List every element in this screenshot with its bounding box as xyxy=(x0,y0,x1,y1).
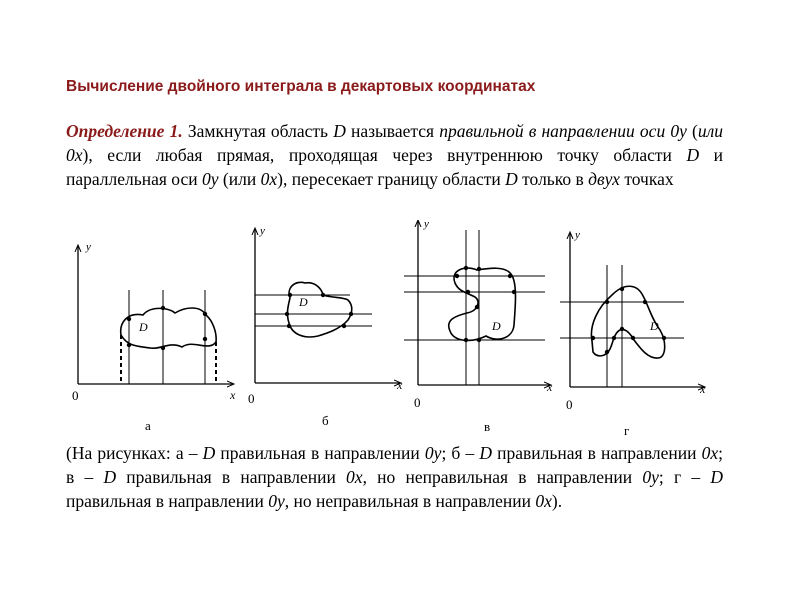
caption-text: , но неправильная в направлении xyxy=(284,491,536,511)
definition-text: (или xyxy=(218,169,261,189)
axis-y-label: y xyxy=(424,220,429,230)
definition-text: только в xyxy=(517,169,589,189)
definition-text: называется xyxy=(345,121,440,141)
caption-text: ). xyxy=(551,491,563,511)
region-label: D xyxy=(139,320,148,334)
definition-emphasis: двух xyxy=(588,169,620,189)
axis-symbol: 0y xyxy=(642,467,659,487)
axis-y-label: y xyxy=(260,225,265,237)
figure-caption xyxy=(66,441,723,513)
region-boundary xyxy=(121,308,216,348)
caption-text: правильная в направлении xyxy=(116,467,347,487)
definition-text: точках xyxy=(619,169,674,189)
region-label: D xyxy=(492,319,501,333)
caption-text: , но неправильная в направлении xyxy=(362,467,643,487)
figure-letter: б xyxy=(322,413,329,428)
caption-text: ; б – xyxy=(441,443,480,463)
figure-v xyxy=(404,220,553,434)
figures-diagram xyxy=(0,220,800,440)
definition-paragraph xyxy=(66,119,723,191)
caption-text: (На рисунках: а – xyxy=(66,443,203,463)
region-symbol: D xyxy=(103,467,117,487)
figure-letter: а xyxy=(145,418,151,433)
region-symbol: D xyxy=(333,121,346,141)
axis-symbol: 0x xyxy=(701,443,719,463)
slide-title: Вычисление двойного интеграла в декартовых координатах xyxy=(66,78,536,95)
caption-text: правильная в направлении xyxy=(215,443,425,463)
region-symbol: D xyxy=(479,443,492,463)
caption-text: ; в – xyxy=(66,443,723,487)
origin-label: 0 xyxy=(566,397,573,412)
figure-a xyxy=(72,241,236,433)
axis-symbol: 0x xyxy=(346,467,363,487)
definition-emphasis: или 0x xyxy=(66,121,723,165)
region-symbol: D xyxy=(202,443,216,463)
origin-label: 0 xyxy=(72,388,79,403)
axis-symbol: 0x xyxy=(535,491,552,511)
region-boundary xyxy=(287,282,351,337)
caption-text: правильная в направлении xyxy=(491,443,702,463)
origin-label: 0 xyxy=(248,391,255,406)
region-boundary xyxy=(449,268,516,340)
axis-x-label: x xyxy=(397,378,403,392)
region-label: D xyxy=(650,319,659,333)
axis-x-label: x xyxy=(700,382,706,396)
definition-label: Определение 1. xyxy=(66,121,183,141)
axis-symbol: 0y xyxy=(202,169,219,189)
definition-emphasis: правильной в направлении оси 0y xyxy=(439,121,687,141)
figure-b xyxy=(248,225,403,428)
origin-label: 0 xyxy=(414,395,421,410)
axis-x-label: x xyxy=(547,380,553,394)
definition-text: ( xyxy=(686,121,698,141)
definition-text: и параллельная оси xyxy=(66,145,723,189)
figure-letter: в xyxy=(484,419,491,434)
definition-text: ), пересекает границу области xyxy=(277,169,506,189)
region-label: D xyxy=(299,295,308,309)
caption-text: ; г – xyxy=(658,467,711,487)
axis-x-label: x xyxy=(230,388,236,402)
region-symbol: D xyxy=(686,145,700,165)
axis-y-label: y xyxy=(575,229,580,241)
definition-text: Замкнутая область xyxy=(182,121,334,141)
axis-symbol: 0y xyxy=(268,491,285,511)
axis-symbol: 0x xyxy=(260,169,278,189)
caption-text: правильная в направлении xyxy=(66,491,269,511)
region-symbol: D xyxy=(710,467,723,487)
axis-y-label: y xyxy=(86,241,91,253)
axis-symbol: 0y xyxy=(424,443,442,463)
region-symbol: D xyxy=(505,169,518,189)
figure-letter: г xyxy=(624,423,630,438)
definition-text: ), если любая прямая, проходящая через внутреннюю точку области xyxy=(82,145,687,165)
figure-g xyxy=(560,229,706,438)
